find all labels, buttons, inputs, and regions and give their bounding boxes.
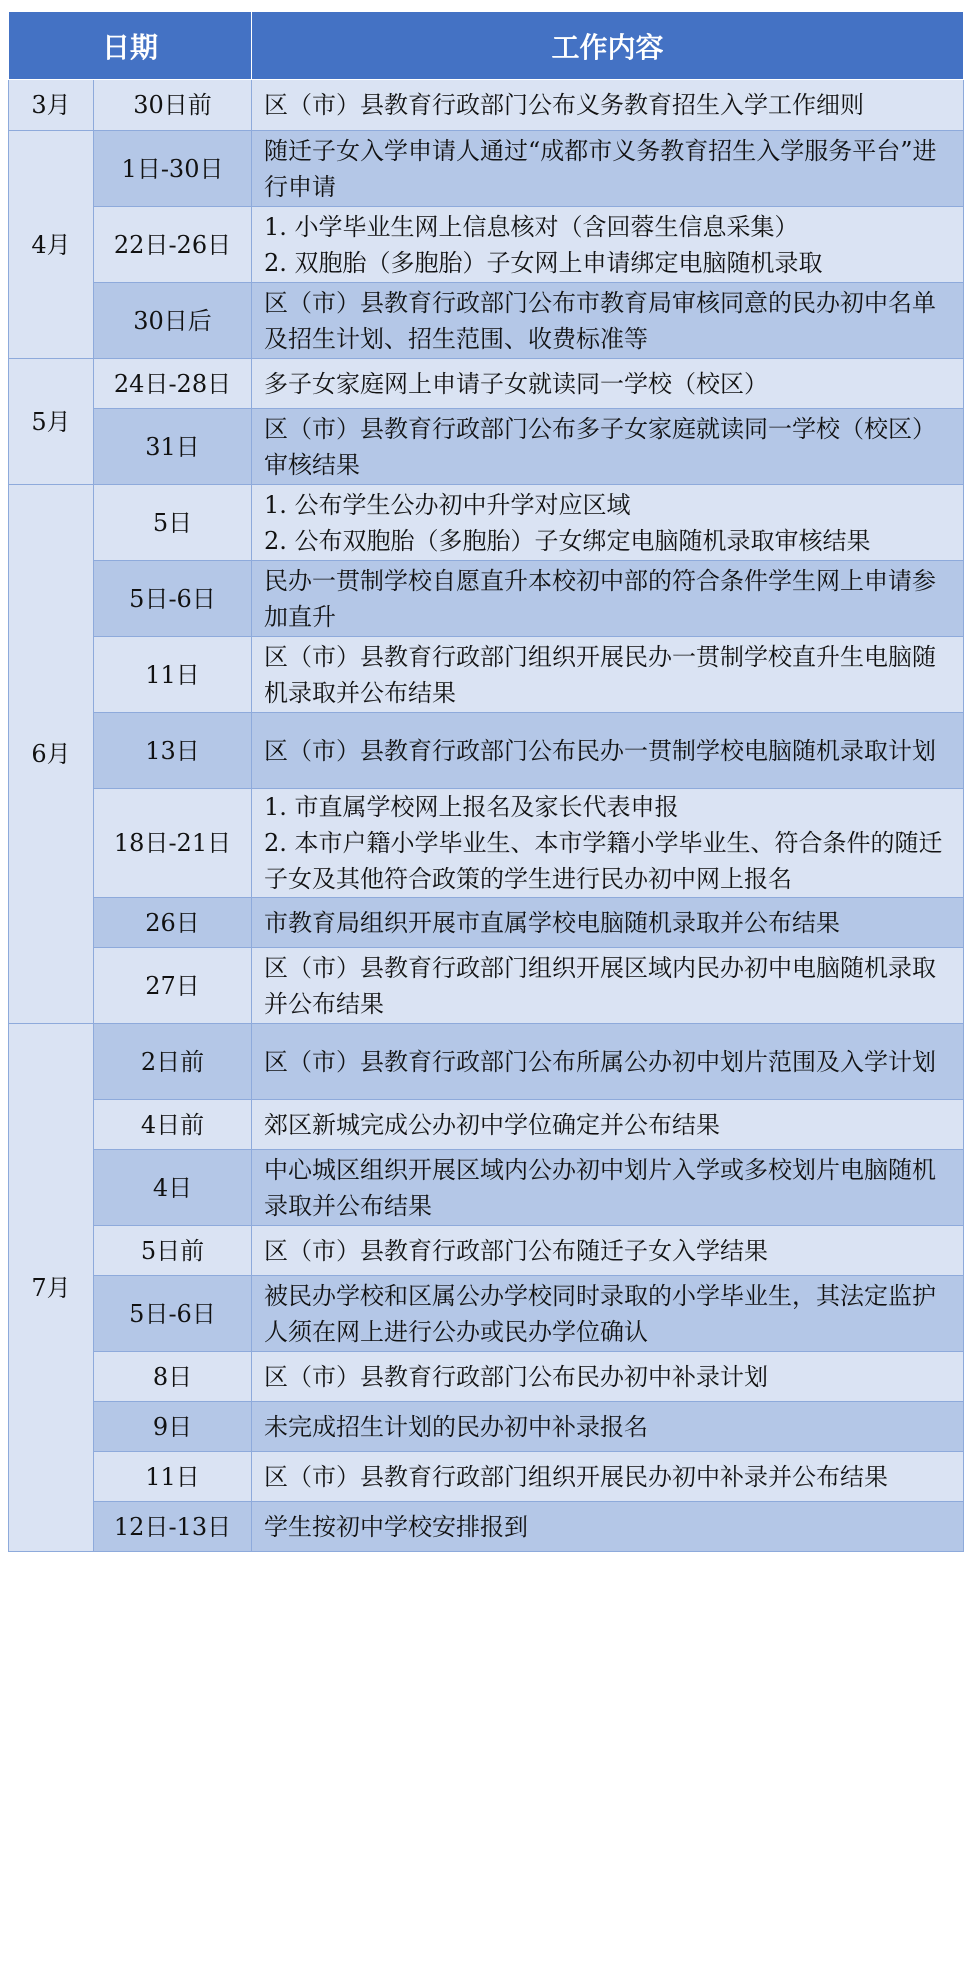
table-row (9, 409, 964, 485)
content-cell (252, 283, 964, 359)
table-row (9, 1100, 964, 1150)
date-cell: 2日前 (94, 1024, 252, 1100)
content-cell (252, 131, 964, 207)
table-row (9, 1024, 964, 1100)
table-body (9, 80, 964, 1552)
content-line: 被民办学校和区属公办学校同时录取的小学毕业生，其法定监护人须在网上进行公办或民办学位确认 (264, 1281, 937, 1346)
table-header-row (9, 12, 964, 80)
content-cell (252, 359, 964, 409)
content-cell (252, 637, 964, 713)
content-line: 区（市）县教育行政部门公布民办初中补录计划 (264, 1362, 769, 1391)
month-cell: 5月 (9, 359, 94, 485)
date-cell: 1日-30日 (94, 131, 252, 207)
content-line: 区（市）县教育行政部门公布市教育局审核同意的民办初中名单及招生计划、招生范围、收费标准等 (264, 288, 937, 353)
content-line: 区（市）县教育行政部门组织开展民办初中补录并公布结果 (264, 1462, 889, 1491)
date-cell: 5日 (94, 485, 252, 561)
table-row (9, 207, 964, 283)
table-row (9, 1352, 964, 1402)
content-line: 2. 公布双胞胎（多胞胎）子女绑定电脑随机录取审核结果 (264, 526, 871, 555)
content-line: 随迁子女入学申请人通过“成都市义务教育招生入学服务平台”进行申请 (264, 136, 937, 201)
date-cell: 5日-6日 (94, 561, 252, 637)
date-cell: 26日 (94, 898, 252, 948)
date-cell: 27日 (94, 948, 252, 1024)
table-row (9, 1502, 964, 1552)
content-cell (252, 713, 964, 789)
enrollment-schedule-table (8, 11, 964, 1552)
content-cell (252, 1150, 964, 1226)
content-cell (252, 948, 964, 1024)
month-cell: 3月 (9, 80, 94, 131)
date-cell: 30日前 (94, 80, 252, 131)
content-cell (252, 1100, 964, 1150)
content-line: 中心城区组织开展区域内公办初中划片入学或多校划片电脑随机录取并公布结果 (264, 1155, 937, 1220)
table-row (9, 637, 964, 713)
content-cell (252, 898, 964, 948)
content-cell (252, 1024, 964, 1100)
table-row (9, 1452, 964, 1502)
table-row (9, 898, 964, 948)
date-cell: 5日前 (94, 1226, 252, 1276)
month-cell: 6月 (9, 485, 94, 1024)
content-line: 多子女家庭网上申请子女就读同一学校（校区） (264, 369, 769, 398)
content-line: 区（市）县教育行政部门公布随迁子女入学结果 (264, 1236, 769, 1265)
table-row (9, 485, 964, 561)
table-row (9, 789, 964, 898)
table-row (9, 80, 964, 131)
content-line: 区（市）县教育行政部门公布义务教育招生入学工作细则 (264, 91, 865, 119)
content-cell (252, 409, 964, 485)
content-cell (252, 1226, 964, 1276)
content-cell (252, 1276, 964, 1352)
date-cell: 8日 (94, 1352, 252, 1402)
content-cell (252, 1502, 964, 1552)
date-cell: 13日 (94, 713, 252, 789)
content-line: 学生按初中学校安排报到 (264, 1512, 529, 1541)
content-cell (252, 1352, 964, 1402)
content-cell (252, 789, 964, 898)
content-line: 2. 本市户籍小学毕业生、本市学籍小学毕业生、符合条件的随迁子女及其他符合政策的学生进行民办初中网上报名 (264, 829, 943, 893)
month-cell: 7月 (9, 1024, 94, 1552)
table-row (9, 1276, 964, 1352)
content-cell (252, 80, 964, 131)
table-row (9, 1226, 964, 1276)
content-cell (252, 561, 964, 637)
month-cell: 4月 (9, 131, 94, 359)
content-cell (252, 207, 964, 283)
date-cell: 18日-21日 (94, 789, 252, 898)
table-row (9, 359, 964, 409)
content-line: 区（市）县教育行政部门公布多子女家庭就读同一学校（校区）审核结果 (264, 414, 937, 479)
date-column-header: 日期 (9, 12, 252, 80)
content-cell (252, 485, 964, 561)
table-row (9, 948, 964, 1024)
schedule-table-container (8, 11, 963, 1552)
table-row (9, 283, 964, 359)
content-line: 郊区新城完成公办初中学位确定并公布结果 (264, 1110, 721, 1139)
content-line: 市教育局组织开展市直属学校电脑随机录取并公布结果 (264, 908, 841, 937)
content-line: 2. 双胞胎（多胞胎）子女网上申请绑定电脑随机录取 (264, 248, 823, 277)
date-cell: 31日 (94, 409, 252, 485)
date-cell: 30日后 (94, 283, 252, 359)
content-line: 区（市）县教育行政部门公布民办一贯制学校电脑随机录取计划 (264, 736, 937, 765)
content-line: 民办一贯制学校自愿直升本校初中部的符合条件学生网上申请参加直升 (264, 566, 937, 631)
content-line: 区（市）县教育行政部门组织开展民办一贯制学校直升生电脑随机录取并公布结果 (264, 642, 937, 707)
content-line: 未完成招生计划的民办初中补录报名 (264, 1412, 649, 1441)
content-line: 区（市）县教育行政部门组织开展区域内民办初中电脑随机录取并公布结果 (264, 953, 937, 1018)
content-line: 1. 公布学生公办初中升学对应区域 (264, 490, 631, 519)
date-cell: 24日-28日 (94, 359, 252, 409)
content-line: 1. 市直属学校网上报名及家长代表申报 (264, 793, 679, 821)
content-cell (252, 1402, 964, 1452)
date-cell: 9日 (94, 1402, 252, 1452)
table-row (9, 713, 964, 789)
date-cell: 22日-26日 (94, 207, 252, 283)
date-cell: 4日 (94, 1150, 252, 1226)
date-cell: 11日 (94, 1452, 252, 1502)
date-cell: 12日-13日 (94, 1502, 252, 1552)
table-row (9, 561, 964, 637)
content-cell (252, 1452, 964, 1502)
content-line: 区（市）县教育行政部门公布所属公办初中划片范围及入学计划 (264, 1047, 937, 1076)
date-cell: 4日前 (94, 1100, 252, 1150)
content-column-header: 工作内容 (252, 12, 964, 80)
content-line: 1. 小学毕业生网上信息核对（含回蓉生信息采集） (264, 212, 799, 241)
date-cell: 5日-6日 (94, 1276, 252, 1352)
table-row (9, 1150, 964, 1226)
table-row (9, 1402, 964, 1452)
table-row (9, 131, 964, 207)
date-cell: 11日 (94, 637, 252, 713)
